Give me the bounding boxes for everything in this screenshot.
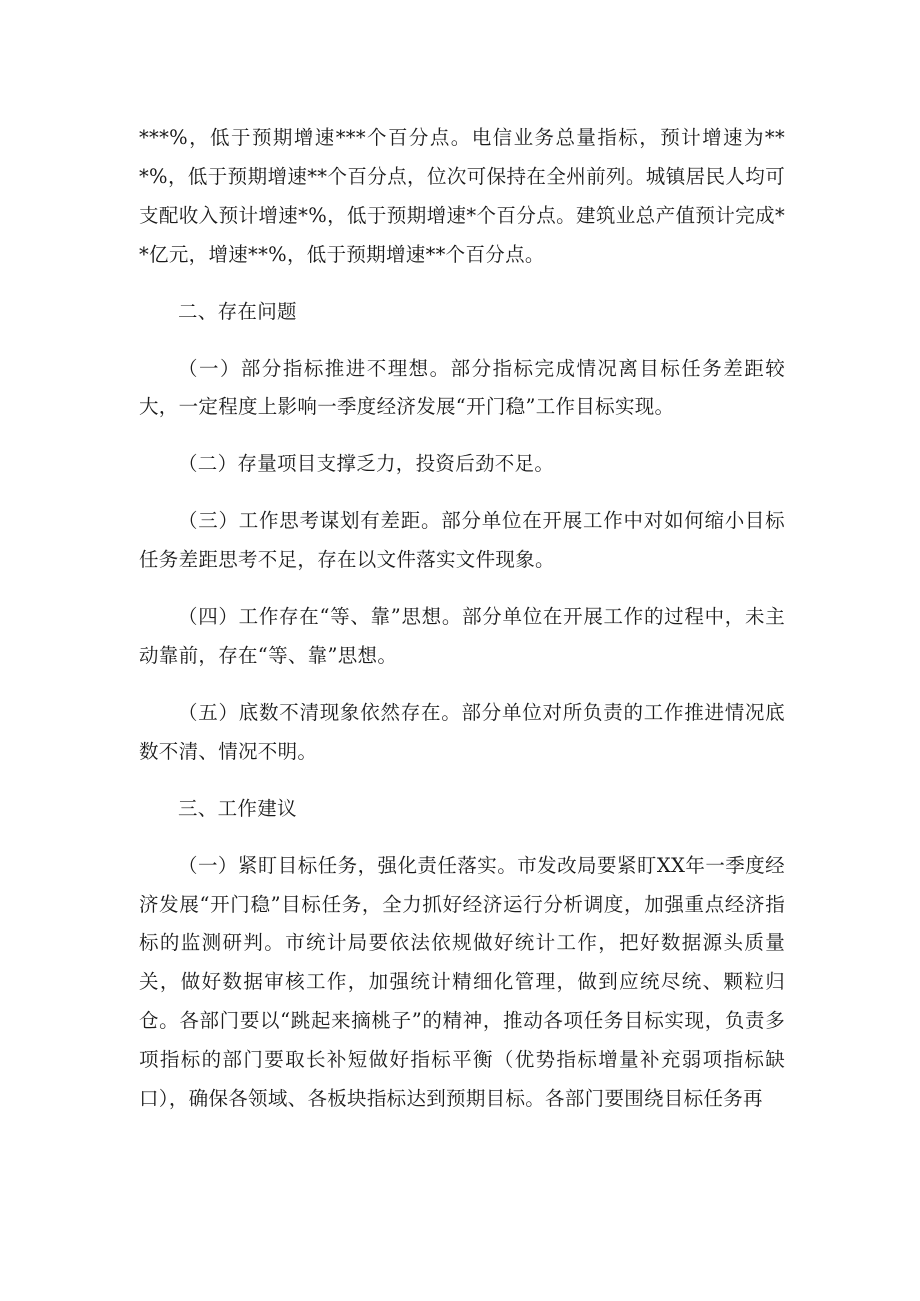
body-paragraph-problem-5: （五）底数不清现象依然存在。部分单位对所负责的工作推进情况底数不清、情况不明。 — [139, 700, 785, 763]
body-paragraph-suggestion-1: （一）紧盯目标任务，强化责任落实。市发改局要紧盯XX年一季度经济发展“开门稳”目标任务，全力抓好经济运行分析调度，加强重点经济指标的监测研判。市统计局要依法依规做好统计工作，把好数据源头质量关，做好数据审核工作，加强统计精细化管理，做到应统尽统、颗粒归仓。各部门要以“跳起来摘桃子”的精神，推动各项任务目标实现，负责多项指标的部门要取长补短做好指标平衡（优势指标增量补充弱项指标缺口），确保各领域、各板块指标达到预期目标。各部门要围绕目标任务再 — [139, 853, 785, 1111]
body-paragraph-continuation: ***%，低于预期增速***个百分点。电信业务总量指标，预计增速为***%，低于预期增速**个百分点，位次可保持在全州前列。城镇居民人均可支配收入预计增速*%，低于预期增速*个百分点。建筑业总产值预计完成**亿元，增速**%，低于预期增速**个百分点。 — [139, 126, 785, 266]
body-paragraph-problem-1: （一）部分指标推进不理想。部分指标完成情况离目标任务差距较大，一定程度上影响一季度经济发展“开门稳”工作目标实现。 — [139, 356, 785, 419]
document-body — [139, 119, 785, 1119]
body-paragraph-problem-4: （四）工作存在“等、靠”思想。部分单位在开展工作的过程中，未主动靠前，存在“等、靠”思想。 — [139, 605, 785, 667]
section-heading-problems: 二、存在问题 — [178, 299, 297, 323]
body-paragraph-problem-3: （三）工作思考谋划有差距。部分单位在开展工作中对如何缩小目标任务差距思考不足，存在以文件落实文件现象。 — [139, 509, 785, 572]
section-heading-suggestions: 三、工作建议 — [178, 796, 297, 820]
body-paragraph-problem-2: （二）存量项目支撑乏力，投资后劲不足。 — [178, 452, 555, 476]
